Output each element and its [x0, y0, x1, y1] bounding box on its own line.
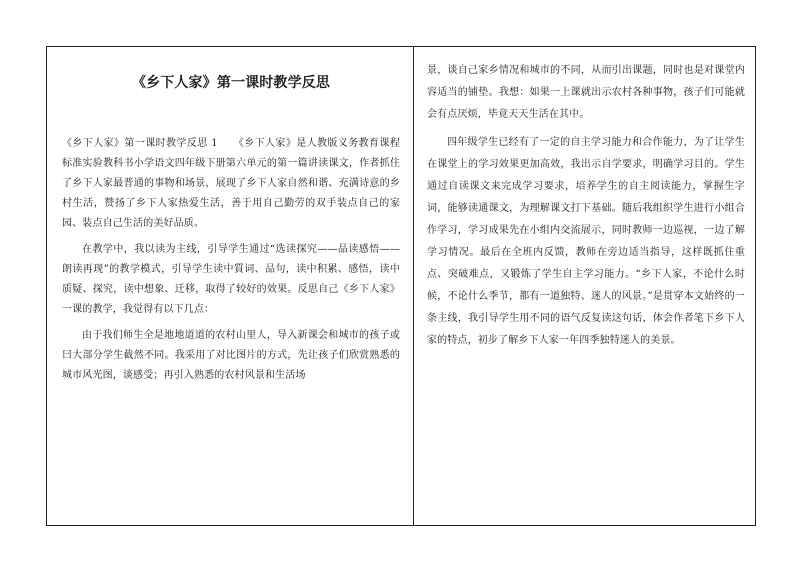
left-column: [62, 58, 400, 392]
paragraph-intro: 《乡下人家》第一课时教学反思 1 《乡下人家》是人教版义务教育课程标准实验教科书小学语文四年级下册第六单元的第一篇讲读课文，作者抓住了乡下人家最普通的事物和场景，展现了乡下人家自然和谐、充满诗意的乡村生活，赞扬了乡下人家热爱生活，善于用自己勤劳的双手装点自己的家园、装点自己生活的美好品质。: [62, 138, 400, 229]
paragraph-teaching-mode: 在教学中，我以读为主线，引导学生通过“选读探究——品读感悟——朗读再现”的教学模式，引导学生读中質词、品句，读中积累、感悟，读中质疑、探究，读中想象、迁移，取得了较好的效果。反思自己《乡下人家》一课的教学，我觉得有以下几点：: [62, 244, 400, 315]
paragraph-introduction-method: 由于我们师生全是地地道道的农村山里人，导入新课会和城市的孩子或曰大部分学生截然不同。我采用了对比图片的方式，先让孩子们欣赏熟悉的城市风光图，谈感受；再引入熟悉的农村风景和生活场: [62, 330, 400, 381]
paragraph-self-study: 四年级学生已经有了一定的自主学习能力和合作能力，为了让学生在课堂上的学习效果更加高效，我出示自学要求，明确学习目的。学生通过自读课文来完成学习要求，培养学生的自主阅读能力，掌握生字词，能够读通课文，为理解课文打下基础。随后我组织学生进行小组合作学习，学习成果先在小组内交流展示，同时教师一边巡视，一边了解学习情况。最后在全班内反馈，教师在旁边适当指导，这样既抓住重点、突破难点，又锻炼了学生自主学习能力。“乡下人家，不论什么时候，不论什么季节，都有一道独特、迷人的风景。”是贯穿本文始终的一条主线，我引导学生用不同的语气反复读这句话，体会作者笔下乡下人家的特点，初步了解乡下人家一年四季独特迷人的美景。: [427, 137, 745, 346]
right-column: [427, 60, 745, 358]
document-title: 《乡下人家》第一课时教学反思: [131, 75, 331, 91]
column-divider: [413, 46, 414, 526]
paragraph-continuation: 景，谈自己家乡情况和城市的不同，从而引出课题，同时也是对课堂内容适当的铺垫。我想：如果一上课就出示农村各种事物，孩子们可能就会有点厌烦，毕竟天天生活在其中。: [427, 65, 745, 120]
